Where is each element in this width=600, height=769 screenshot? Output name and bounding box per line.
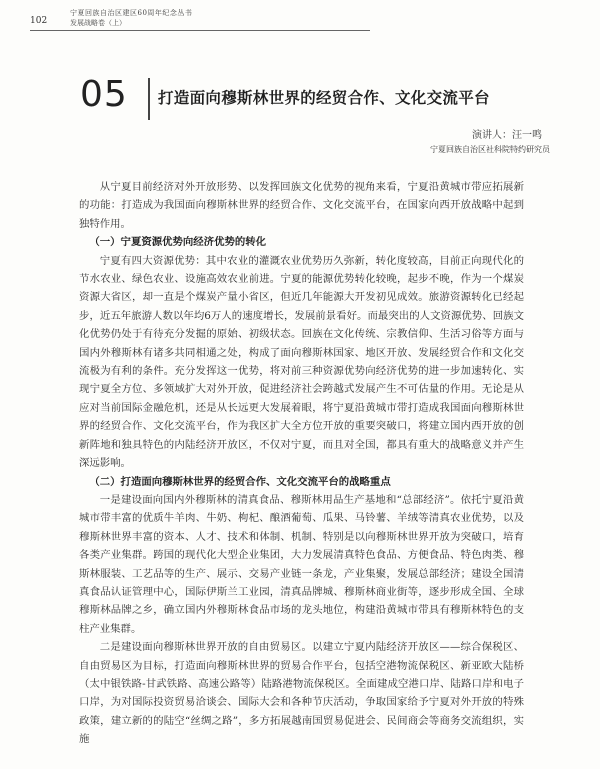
volume-title: 发展战略卷（上） xyxy=(70,19,126,27)
running-header xyxy=(30,6,590,32)
page-number: 102 xyxy=(30,16,48,26)
chapter-title: 打造面向穆斯林世界的经贸合作、文化交流平台 xyxy=(158,88,490,107)
paragraph: 二是建设面向穆斯林世界开放的自由贸易区。以建立宁夏内陆经济开放区——综合保税区、自由贸易区为目标，打造面向穆斯林世界的贸易合作平台，包括空港物流保税区、新亚欧大陆桥（太中银铁路-甘武铁路、高速公路等）陆路港物流保税区。全面建成空港口岸、陆路口岸和电子口岸，为对国际投资贸易洽谈会、国际大会和各种节庆活动，争取国家给予宁夏对外开放的特殊政策，建立新的的陆空“丝绸之路”，多方拓展越南国贸易促进会、民间商会等商务交流组织，实施 xyxy=(79,641,524,746)
header-rule xyxy=(30,30,370,31)
author-line: 演讲人：汪一鸣 xyxy=(472,130,542,141)
section-heading: （一）宁夏资源优势向经济优势的转化 xyxy=(89,236,267,249)
chapter-divider xyxy=(148,78,150,120)
chapter-number: 05 xyxy=(80,74,128,115)
paragraph: 一是建设面向国内外穆斯林的清真食品、穆斯林用品生产基地和“总部经济”。依托宁夏沿黄城市带丰富的优质牛羊肉、牛奶、枸杞、酿酒葡萄、瓜果、马铃薯、羊绒等清真农业优势，以及穆斯林世界丰富的资本、人才、技术和体制、机制、特别是以向穆斯林世界开放为突破口，培育各类产业集群。跨国的现代化大型企业集团，大力发展清真特色食品、方便食品、特色肉类、穆斯林服装、工艺品等的生产、展示、交易产业链一条龙，产业集聚，发展总部经济；建设全国清真食品认证管理中心，国际伊斯兰工业园，清真品牌城、穆斯林商业街等，逐步形成全国、全球穆斯林品牌之乡，确立国内外穆斯林食品市场的龙头地位，构建沿黄城市带具有穆斯林特色的支柱产业集群。 xyxy=(79,493,524,635)
section-heading: （二）打造面向穆斯林世界的经贸合作、文化交流平台的战略重点 xyxy=(89,475,391,488)
series-title: 宁夏回族自治区建区60周年纪念丛书 xyxy=(70,9,193,17)
paragraph: 宁夏有四大资源优势：其中农业的灌溉农业优势历久弥新，转化度较高，目前正向现代化的节水农业、绿色农业、设施高效农业前进。宁夏的能源优势转化较晚，起步不晚，作为一个煤炭资源大省区，却一直是个煤炭产量小省区，但近几年能源大开发初见成效。旅游资源转化已经起步，近五年旅游人数以年均6万人的速度增长，发展前景看好。而最突出的人文资源优势、回族文化优势仍处于有待充分发掘的原始、初级状态。回族在文化传统、宗教信仰、生活习俗等方面与国内外穆斯林有诸多共同相通之处，构成了面向穆斯林国家、地区开放、发展经贸合作和文化交流极为有利的条件。充分发挥这一优势，将对前三种资源优势向经济优势的进一步加速转化、实现宁夏全方位、多领域扩大对外开放，促进经济社会跨越式发展产生不可估量的作用。无论是从应对当前国际金融危机，还是从长远更大发展着眼，将宁夏沿黄城市带打造成我国面向穆斯林世界的经贸合作、文化交流平台，作为我区扩大全方位开放的重要突破口，将建立国内西开放的创新阵地和独具特色的内陆经济开放区，不仅对宁夏，而且对全国，都具有重大的战略意义并产生深远影响。 xyxy=(79,254,524,470)
paragraph: 从宁夏目前经济对外开放形势、以发挥回族文化优势的视角来看，宁夏沿黄城市带应拓展新的功能：打造成为我国面向穆斯林世界的经贸合作、文化交流平台，在国家向西开放战略中起到独特作用。 xyxy=(79,181,524,230)
chapter-heading xyxy=(30,74,590,118)
author-affiliation: 宁夏回族自治区社科院特约研究员 xyxy=(430,145,550,154)
article-body xyxy=(79,178,524,749)
